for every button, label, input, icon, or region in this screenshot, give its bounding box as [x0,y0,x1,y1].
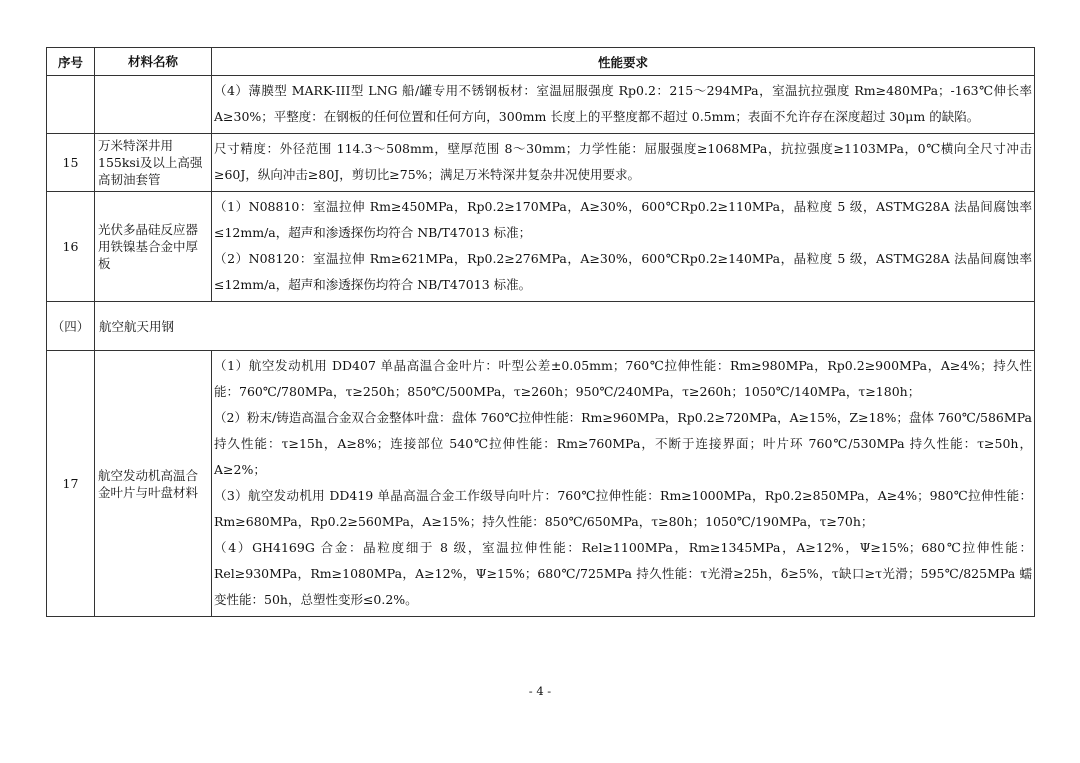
row-no: 17 [47,351,95,617]
requirement-text: 尺寸精度：外径范围 114.3～508mm，壁厚范围 8～30mm；力学性能：屈服强度≥1068MPa，抗拉强度≥1103MPa，0℃横向全尺寸冲击≥60J，纵向冲击≥80J，剪切比≥75%；满足万米特深井复杂井况使用要求。 [214,141,1032,182]
requirement-text: （2）粉末/铸造高温合金双合金整体叶盘：盘体 760℃拉伸性能：Rm≥960MPa，Rp0.2≥720MPa，A≥15%，Z≥18%；盘体 760℃/586MPa 持久性能：τ≥15h，A≥8%；连接部位 540℃拉伸性能：Rm≥760MPa，不断于连接界面；叶片环 760℃/530MPa 持久性能：τ≥50h，A≥2%； [214,410,1032,477]
section-row [47,302,1035,351]
row-no: 16 [47,192,95,302]
row-name [95,76,212,134]
row-name: 光伏多晶硅反应器用铁镍基合金中厚板 [95,192,212,302]
requirement-text: （3）航空发动机用 DD419 单晶高温合金工作级导向叶片：760℃拉伸性能：Rm≥1000MPa，Rp0.2≥850MPa，A≥4%；980℃拉伸性能：Rm≥680MPa，Rp0.2≥560MPa，A≥15%；持久性能：850℃/650MPa，τ≥80h；1050℃/190MPa，τ≥70h； [214,488,1032,529]
table-row [47,134,1035,192]
row-name: 万米特深井用155ksi及以上高强高韧油套管 [95,134,212,192]
row-no [47,76,95,134]
row-no: 15 [47,134,95,192]
header-name: 材料名称 [95,48,212,76]
performance-table [46,47,1035,617]
requirement-text: （4）薄膜型 MARK-III型 LNG 船/罐专用不锈钢板材：室温屈服强度 Rp0.2：215～294MPa，室温抗拉强度 Rm≥480MPa；-163℃伸长率 A≥30%；平整度：在钢板的任何位置和任何方向，300mm 长度上的平整度都不超过 0.5mm；表面不允许存在深度超过 30μm 的缺陷。 [214,83,1032,124]
section-title: 航空航天用钢 [95,302,212,351]
requirement-text: （1）N08810：室温拉伸 Rm≥450MPa，Rp0.2≥170MPa，A≥30%，600℃Rp0.2≥110MPa，晶粒度 5 级，ASTMG28A 法晶间腐蚀率≤12mm/a，超声和渗透探伤均符合 NB/T47013 标准； [214,199,1032,240]
requirement-text: （1）航空发动机用 DD407 单晶高温合金叶片：叶型公差±0.05mm；760℃拉伸性能：Rm≥980MPa，Rp0.2≥900MPa，A≥4%；持久性能：760℃/780MPa，τ≥250h；850℃/500MPa，τ≥260h；950℃/240MPa，τ≥260h；1050℃/140MPa，τ≥180h； [214,358,1032,399]
page-number: - 4 - [528,684,552,698]
table-row [47,192,1035,302]
row-name: 航空发动机高温合金叶片与叶盘材料 [95,351,212,617]
table-row [47,76,1035,134]
requirement-text: （4）GH4169G 合金：晶粒度细于 8 级，室温拉伸性能：Rel≥1100MPa，Rm≥1345MPa，A≥12%，Ψ≥15%；680℃拉伸性能：Rel≥930MPa，Rm≥1080MPa，A≥12%，Ψ≥15%；680℃/725MPa 持久性能：τ光滑≥25h，δ≥5%，τ缺口≥τ光滑；595℃/825MPa 蠕变性能：50h，总塑性变形≤0.2%。 [214,540,1032,607]
row-requirements [212,134,1035,192]
table-header-row [47,48,1035,76]
row-requirements [212,76,1035,134]
requirement-text: （2）N08120：室温拉伸 Rm≥621MPa，Rp0.2≥276MPa，A≥30%，600℃Rp0.2≥140MPa，晶粒度 5 级，ASTMG28A 法晶间腐蚀率≤12mm/a，超声和渗透探伤均符合 NB/T47013 标准。 [214,251,1032,292]
header-no: 序号 [47,48,95,76]
section-no: （四） [47,302,95,351]
table-row [47,351,1035,617]
header-requirements: 性能要求 [212,48,1035,76]
row-requirements [212,192,1035,302]
section-empty [212,302,1035,351]
row-requirements [212,351,1035,617]
